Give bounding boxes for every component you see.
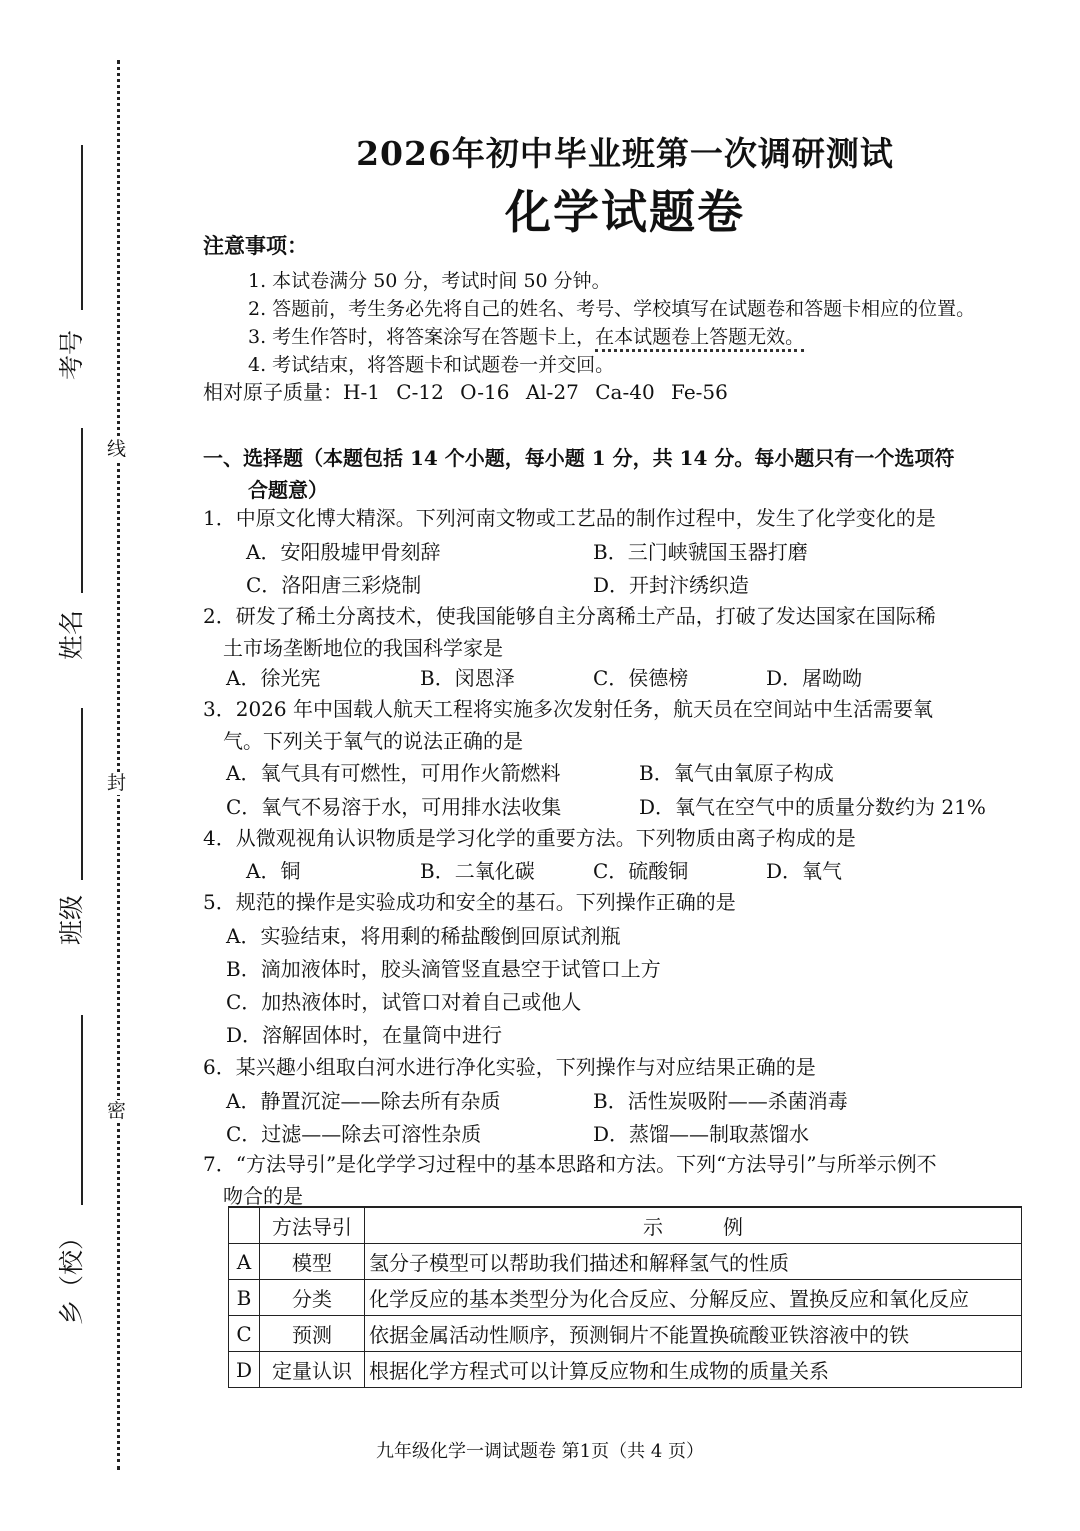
option: A．徐光宪 xyxy=(226,666,321,690)
section-heading: 一、选择题（本题包括 14 个小题，每小题 1 分，共 14 分。每小题只有一个选项符 合题意） xyxy=(203,446,955,502)
table-cell: 化学反应的基本类型分为化合反应、分解反应、置换反应和氧化反应 xyxy=(365,1280,1022,1316)
table-cell: 定量认识 xyxy=(260,1352,365,1388)
option: A．安阳殷墟甲骨刻辞 xyxy=(246,540,441,564)
notice-heading: 注意事项： xyxy=(203,233,308,258)
option: D．氧气在空气中的质量分数约为 21% xyxy=(639,795,986,819)
question-1: 1．中原文化博大精深。下列河南文物或工艺品的制作过程中，发生了化学变化的是 xyxy=(203,506,936,530)
binding-word-feng: 封 xyxy=(107,772,127,794)
table-row xyxy=(229,1244,1022,1280)
option: B．氧气由氧原子构成 xyxy=(639,761,834,785)
option: C．侯德榜 xyxy=(593,666,689,690)
option: D．溶解固体时，在量筒中进行 xyxy=(226,1023,503,1047)
option: C．氧气不易溶于水，可用排水法收集 xyxy=(226,795,562,819)
binding-dotted-line xyxy=(117,60,120,1470)
option: D．屠呦呦 xyxy=(766,666,863,690)
table-cell: 根据化学方程式可以计算反应物和生成物的质量关系 xyxy=(365,1352,1022,1388)
atomic-mass-reference: 相对原子质量：H-1 C-12 O-16 Al-27 Ca-40 Fe-56 xyxy=(203,380,728,404)
option: B．活性炭吸附——杀菌消毒 xyxy=(593,1089,848,1113)
label-name: 姓名 xyxy=(56,609,86,661)
question-5: 5．规范的操作是实验成功和安全的基石。下列操作正确的是 xyxy=(203,890,736,914)
binding-word-mi: 密 xyxy=(107,1100,127,1122)
option: D．蒸馏——制取蒸馏水 xyxy=(593,1122,810,1146)
label-school: 乡（校） xyxy=(57,1224,87,1326)
exam-subject-title: 化学试题卷 xyxy=(505,185,745,239)
option: B．闵恩泽 xyxy=(420,666,515,690)
question-3: 3．2026 年中国载人航天工程将实施多次发射任务，航天员在空间站中生活需要氧 气。下列关于氧气的说法正确的是 xyxy=(203,697,933,753)
option: A．氧气具有可燃性，可用作火箭燃料 xyxy=(226,761,561,785)
table-cell: 氢分子模型可以帮助我们描述和解释氢气的性质 xyxy=(365,1244,1022,1280)
school-line xyxy=(81,1015,83,1205)
option: C．加热液体时，试管口对着自己或他人 xyxy=(226,990,582,1014)
table-row xyxy=(229,1316,1022,1352)
question-4: 4．从微观视角认识物质是学习化学的重要方法。下列物质由离子构成的是 xyxy=(203,826,856,850)
notice-item: 4. 考试结束，将答题卡和试题卷一并交回。 xyxy=(248,354,615,376)
table-cell: D xyxy=(229,1352,260,1388)
class-line xyxy=(81,708,83,880)
table-cell: C xyxy=(229,1316,260,1352)
label-class: 班级 xyxy=(56,894,86,946)
option: B．三门峡虢国玉器打磨 xyxy=(593,540,808,564)
table-header-row xyxy=(229,1207,1022,1244)
option: C．过滤——除去可溶性杂质 xyxy=(226,1122,482,1146)
table-header-example: 示 例 xyxy=(365,1207,1022,1244)
table-header-method: 方法导引 xyxy=(260,1207,365,1244)
option: B．滴加液体时，胶头滴管竖直悬空于试管口上方 xyxy=(226,957,661,981)
notice-emphasis: 在本试题卷上答题无效。 xyxy=(595,326,804,352)
notice-item: 2. 答题前，考生务必先将自己的姓名、考号、学校填写在试题卷和答题卡相应的位置。 xyxy=(248,298,976,320)
option: A．实验结束，将用剩的稀盐酸倒回原试剂瓶 xyxy=(226,924,621,948)
page-footer: 九年级化学一调试题卷 第1页（共 4 页） xyxy=(375,1441,705,1462)
table-cell: 分类 xyxy=(260,1280,365,1316)
name-line xyxy=(81,428,83,593)
exam-number-line xyxy=(81,145,83,310)
method-table xyxy=(228,1206,1022,1388)
table-cell: 依据金属活动性顺序，预测铜片不能置换硫酸亚铁溶液中的铁 xyxy=(365,1316,1022,1352)
label-exam-number: 考号 xyxy=(56,329,86,381)
table-cell: 模型 xyxy=(260,1244,365,1280)
option: B．二氧化碳 xyxy=(420,859,535,883)
question-2: 2．研发了稀土分离技术，使我国能够自主分离稀土产品，打破了发达国家在国际稀 土市场垄断地位的我国科学家是 xyxy=(203,604,936,660)
option: D．开封汴绣织造 xyxy=(593,573,750,597)
option: A．铜 xyxy=(246,859,301,883)
table-cell: B xyxy=(229,1280,260,1316)
option: C．洛阳唐三彩烧制 xyxy=(246,573,422,597)
table-cell: A xyxy=(229,1244,260,1280)
question-6: 6．某兴趣小组取白河水进行净化实验，下列操作与对应结果正确的是 xyxy=(203,1055,816,1079)
notice-item: 3. 考生作答时，将答案涂写在答题卡上，在本试题卷上答题无效。 xyxy=(248,322,804,349)
exam-title: 2026年初中毕业班第一次调研测试 xyxy=(356,134,894,173)
option: D．氧气 xyxy=(766,859,843,883)
table-cell: 预测 xyxy=(260,1316,365,1352)
notice-item: 1. 本试卷满分 50 分，考试时间 50 分钟。 xyxy=(248,270,611,292)
table-row xyxy=(229,1280,1022,1316)
question-7: 7．“方法导引”是化学学习过程中的基本思路和方法。下列“方法导引”与所举示例不 吻合的是 xyxy=(203,1152,937,1208)
binding-word-xian: 线 xyxy=(107,438,127,460)
option: A．静置沉淀——除去所有杂质 xyxy=(226,1089,501,1113)
option: C．硫酸铜 xyxy=(593,859,689,883)
table-row xyxy=(229,1352,1022,1388)
table-cell xyxy=(229,1207,260,1244)
